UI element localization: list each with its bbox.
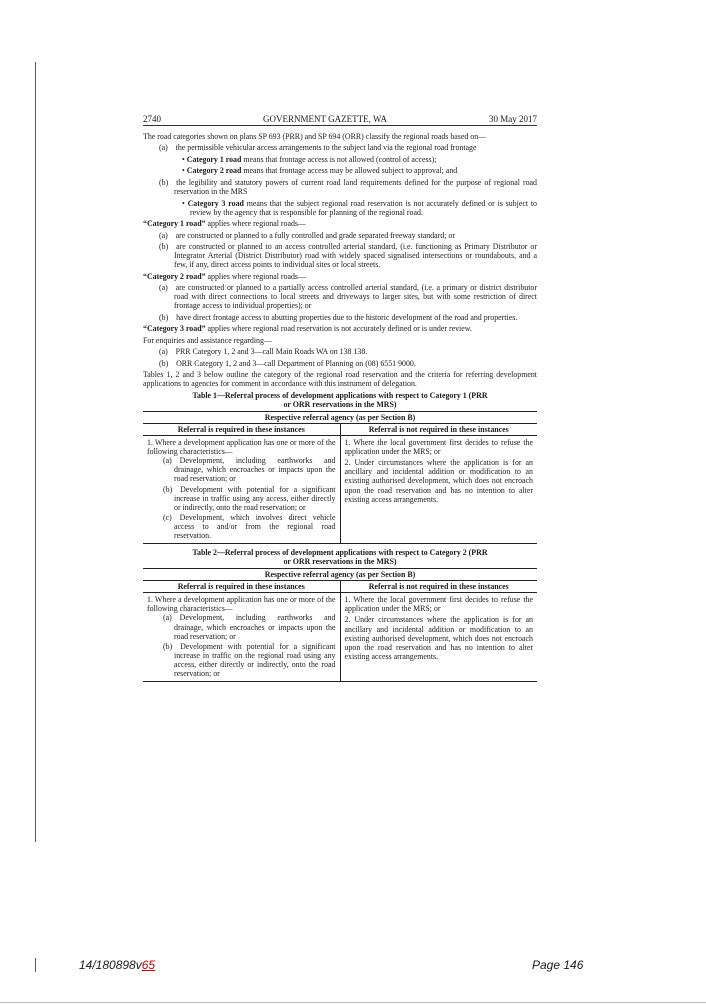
table-2-col-not-required: Referral is not required in these instances bbox=[340, 581, 537, 593]
list-item-b: (b) the legibility and statutory powers of current road land requirements defined for the purpose of regional road reservation in the MRS bbox=[159, 177, 537, 197]
table-2-not-required-1: 1. Where the local government first decides to refuse the application under the MRS; or bbox=[344, 595, 533, 614]
bullet-term: Category 2 road bbox=[186, 166, 242, 176]
category-2-item-b: (b) have direct frontage access to abutting properties due to the historic development of the road and properties. bbox=[159, 312, 518, 322]
table-1-required-a: (a) Development, including earthworks and drainage, which encroaches or impacts upon the road reservation; or bbox=[163, 456, 336, 484]
bullet-category-1: • Category 1 road means that frontage access is not allowed (control of access); bbox=[182, 154, 437, 164]
enquiries-item-a: (a) PRR Category 1, 2 and 3—call Main Roads WA on 138 138. bbox=[159, 347, 368, 357]
header-rule bbox=[143, 125, 537, 126]
bullet-category-3: • Category 3 road means that the subject regional road reservation is not accurately defined or is subject to review by the agency that is responsible for planning of the regional road. bbox=[182, 198, 537, 217]
table-1-required-b: (b) Development with potential for a significant increase in traffic using any access, either directly or indirectly, onto the road reservation; or bbox=[163, 484, 336, 512]
category-1-item-b: (b) are constructed or planned to an access controlled arterial standard, (i.e. functioning as Primary Distributor or Integrator Arterial (District Distributor) road with widely spaced signalised intersections or roundabouts, and a few, if any, direct access points to individual sites or local streets. bbox=[159, 242, 537, 270]
table-1-required-cell bbox=[143, 436, 340, 544]
table-2-required-a: (a) Development, including earthworks and drainage, which encroaches or impacts upon the road reservation; or bbox=[163, 613, 336, 641]
definition-term: “Category 2 road” bbox=[143, 271, 206, 281]
table-1-not-required-cell bbox=[340, 436, 537, 544]
definition-term: “Category 1 road” bbox=[143, 219, 206, 229]
definition-text: applies where regional roads— bbox=[205, 219, 306, 229]
document-reference bbox=[79, 958, 155, 972]
category-3-definition bbox=[143, 324, 537, 333]
category-2-definition bbox=[143, 272, 537, 281]
category-1-item-a: (a) are constructed or planned to a fully controlled and grade separated freeway standard; or bbox=[159, 230, 455, 240]
bullet-text: means that frontage access is not allowed (control of access); bbox=[241, 154, 437, 164]
header-date: 30 May 2017 bbox=[489, 114, 537, 124]
table-2-not-required-2: 2. Under circumstances where the application is for an ancillary and incidental addition or modification to an existing authorised development, which does not encroach upon the road reservation and has no intention to alter existing access arrangements. bbox=[344, 615, 533, 661]
table-1 bbox=[143, 411, 537, 544]
table-2-caption: Table 2—Referral process of development applications with respect to Category 2 (PRR or ORR reservations in the MRS) bbox=[192, 548, 488, 567]
enquiries-item-b: (b) ORR Category 1, 2 and 3—call Department of Planning on (08) 6551 9000. bbox=[159, 358, 416, 368]
document-reference-version: 65 bbox=[141, 958, 156, 972]
header-page-number: 2740 bbox=[143, 114, 161, 124]
table-2-not-required-cell bbox=[340, 593, 537, 682]
intro-paragraph: The road categories shown on plans SP 693 (PRR) and SP 694 (ORR) classify the regional roads based on— bbox=[143, 132, 487, 141]
bullet-text: means that the subject regional road reservation is not accurately defined or is subject to review by the agency that is responsible for planning of the regional road. bbox=[190, 198, 537, 217]
table-2 bbox=[143, 568, 537, 682]
table-1-not-required-1: 1. Where the local government first decides to refuse the application under the MRS; or bbox=[344, 438, 533, 457]
definition-text: applies where regional roads— bbox=[205, 271, 306, 281]
table-2-required-cell bbox=[143, 593, 340, 682]
table-1-required-c: (c) Development, which involves direct vehicle access to and/or from the regional road reservation. bbox=[163, 512, 336, 541]
document-body bbox=[143, 132, 537, 686]
table-2-required-b: (b) Development with potential for a significant increase in traffic on the regional road using any access, either directly or indirectly, onto the road reservation; or bbox=[163, 641, 336, 679]
bullet-term: Category 3 road bbox=[187, 198, 244, 208]
definition-term: “Category 3 road” bbox=[143, 324, 206, 334]
table-1-caption: Table 1—Referral process of development applications with respect to Category 1 (PRR or ORR reservations in the MRS) bbox=[192, 390, 488, 409]
table-1-col-required: Referral is required in these instances bbox=[143, 423, 340, 435]
tables-intro-paragraph: Tables 1, 2 and 3 below outline the category of the regional road reservation and the criteria for referring development applications to agencies for comment in accordance with this instrument of delegation. bbox=[143, 370, 537, 389]
header-title: GOVERNMENT GAZETTE, WA bbox=[263, 114, 387, 124]
table-1-agency-header: Respective referral agency (as per Section B) bbox=[143, 411, 537, 423]
table-2-col-required: Referral is required in these instances bbox=[143, 581, 340, 593]
bullet-term: Category 1 road bbox=[186, 154, 242, 164]
category-2-item-a: (a) are constructed or planned to a partially access controlled arterial standard, (i.e. a primary or district distributor road with direct connections to local streets and driveways to larger sites, but with some restriction of direct frontage access to individual properties); or bbox=[159, 283, 537, 311]
table-1-required-intro: 1. Where a development application has one or more of the following characteristics— bbox=[147, 438, 336, 457]
table-1-not-required-2: 2. Under circumstances where the application is for an ancillary and incidental addition or modification to an existing authorised development, which does not encroach upon the road reservation and has no intention to alter existing access arrangements. bbox=[344, 458, 533, 504]
definition-text: applies where regional road reservation is not accurately defined or is under review. bbox=[205, 324, 472, 334]
footer-page-number: Page 146 bbox=[532, 958, 584, 972]
bullet-text: means that frontage access may be allowed subject to approval; and bbox=[241, 166, 458, 176]
table-2-agency-header: Respective referral agency (as per Section B) bbox=[143, 569, 537, 581]
enquiries-paragraph: For enquiries and assistance regarding— bbox=[143, 335, 272, 345]
left-margin-bar-footer bbox=[35, 958, 36, 972]
category-1-definition bbox=[143, 219, 537, 228]
bullet-category-2: • Category 2 road means that frontage access may be allowed subject to approval; and bbox=[182, 166, 458, 176]
left-margin-bar bbox=[35, 62, 36, 842]
page-bottom-edge bbox=[0, 1002, 706, 1003]
table-2-required-intro: 1. Where a development application has one or more of the following characteristics— bbox=[147, 595, 336, 614]
document-reference-number: 14/180898v bbox=[79, 958, 142, 972]
list-item-a: (a) the permissible vehicular access arrangements to the subject land via the regional road frontage bbox=[159, 143, 477, 153]
table-1-col-not-required: Referral is not required in these instances bbox=[340, 423, 537, 435]
gazette-header bbox=[143, 114, 537, 124]
